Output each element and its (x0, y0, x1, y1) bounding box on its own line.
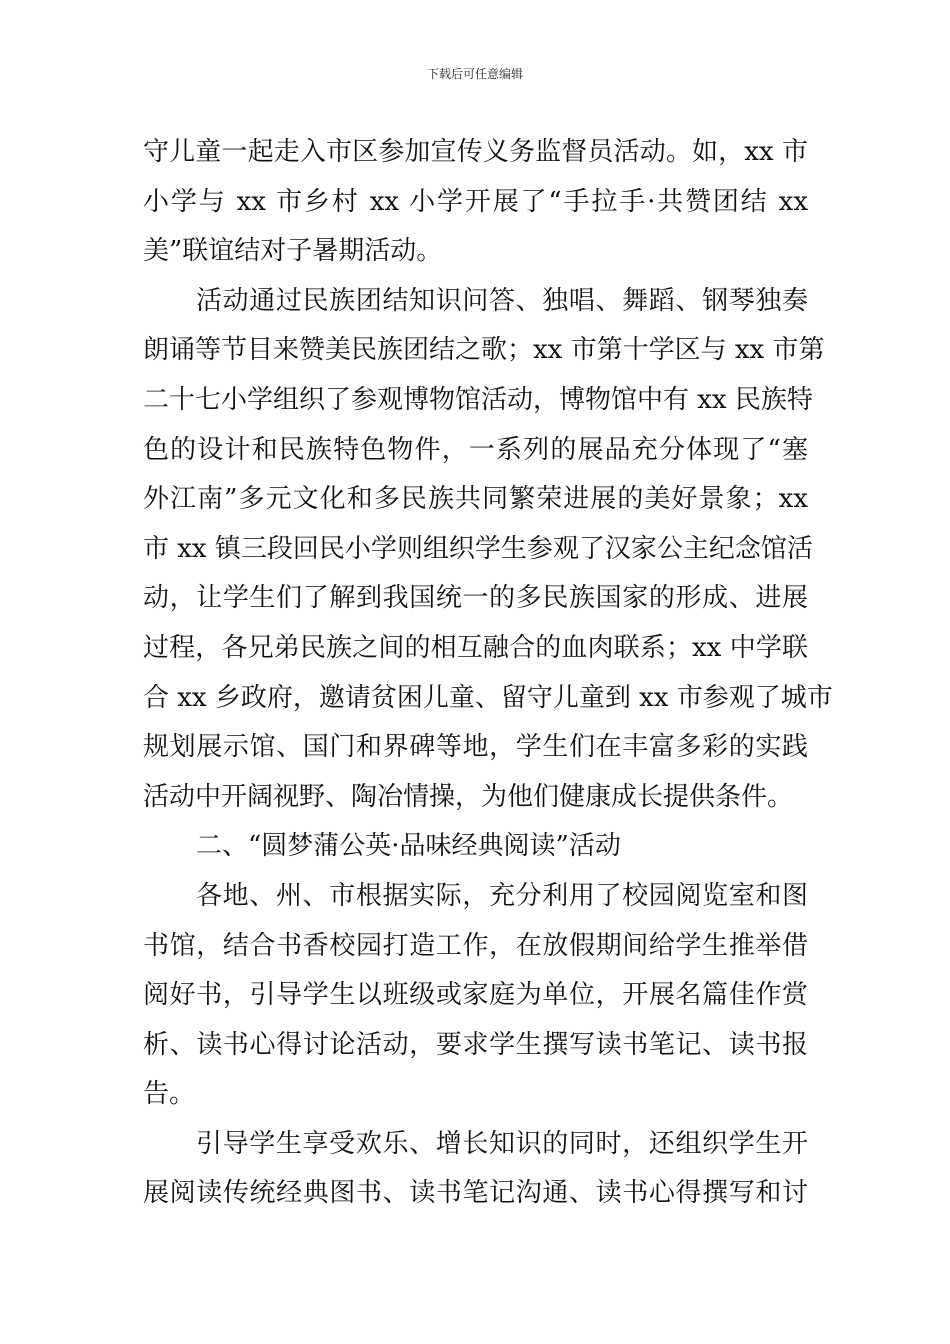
text-line: 过程，各兄弟民族之间的相互融合的血肉联系；xx 中学联 (143, 632, 808, 663)
text-line: 动，让学生们了解到我国统一的多民族国家的形成、进展 (143, 583, 808, 614)
text-line: 活动中开阔视野、陶冶情操，为他们健康成长提供条件。 (143, 781, 794, 812)
text-line: 阅好书，引导学生以班级或家庭为单位，开展名篇佳作赏 (143, 980, 808, 1011)
text-line: 规划展示馆、国门和界碑等地，学生们在丰富多彩的实践 (143, 732, 808, 763)
text-line: 展阅读传统经典图书、读书笔记沟通、读书心得撰写和讨 (143, 1178, 808, 1209)
text-line: 活动通过民族团结知识问答、独唱、舞蹈、钢琴独奏 (196, 285, 808, 316)
page-header: 下载后可任意编辑 (426, 67, 523, 81)
text-line: 析、读书心得讨论活动，要求学生撰写读书笔记、读书报 (143, 1029, 808, 1060)
text-line: 外江南”多元文化和多民族共同繁荣进展的美好景象；xx (143, 484, 808, 515)
text-line: 告。 (143, 1079, 196, 1110)
text-line: 二十七小学组织了参观博物馆活动，博物馆中有 xx 民族特 (143, 384, 813, 415)
text-line: 小学与 xx 市乡村 xx 小学开展了“手拉手·共赞团结 xx (143, 186, 808, 217)
text-line: 色的设计和民族特色物件，一系列的展品充分体现了“塞 (143, 434, 808, 465)
document-body (143, 128, 833, 1219)
text-line: 合 xx 乡政府，邀请贫困儿童、留守儿童到 xx 市参观了城市 (143, 682, 833, 713)
text-line: 朗诵等节目来赞美民族团结之歌；xx 市第十学区与 xx 市第 (143, 335, 825, 366)
text-line: 市 xx 镇三段回民小学则组织学生参观了汉家公主纪念馆活 (143, 533, 813, 564)
text-line: 引导学生享受欢乐、增长知识的同时，还组织学生开 (196, 1128, 808, 1159)
section-heading: 二、“圆梦蒲公英·品味经典阅读”活动 (196, 831, 621, 862)
text-line: 各地、州、市根据实际，充分利用了校园阅览室和图 (196, 880, 808, 911)
text-line: 美”联谊结对子暑期活动。 (143, 236, 443, 267)
text-line: 书馆，结合书香校园打造工作，在放假期间给学生推举借 (143, 930, 808, 961)
text-line: 守儿童一起走入市区参加宣传义务监督员活动。如，xx 市 (143, 137, 808, 167)
